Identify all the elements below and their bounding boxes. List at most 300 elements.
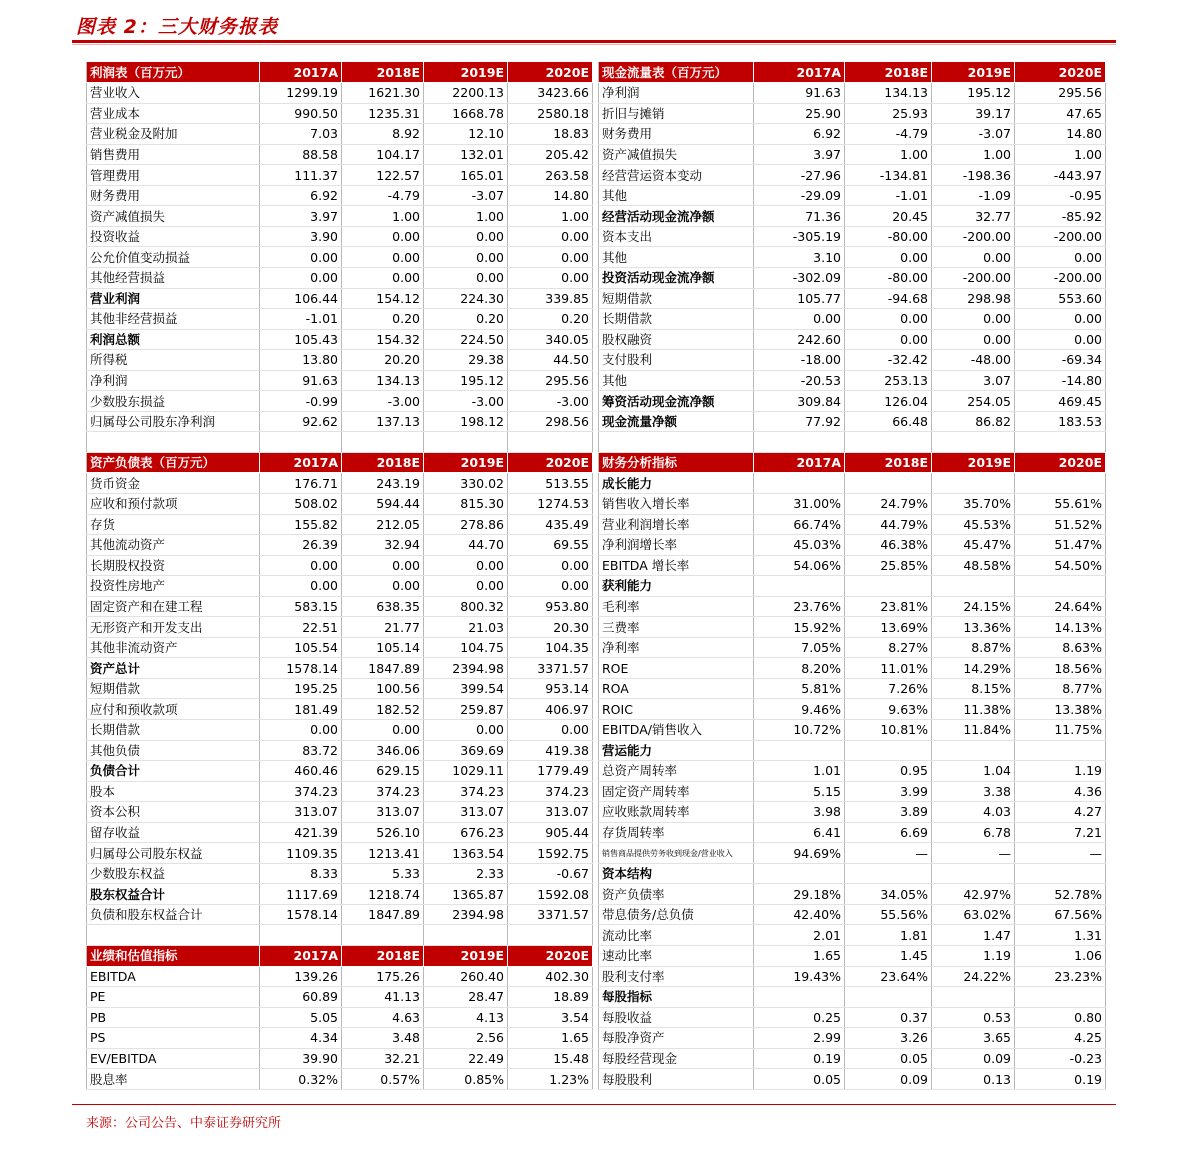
value-cell: 2580.18 bbox=[508, 103, 593, 124]
value-cell: 0.19 bbox=[1015, 1069, 1106, 1090]
value-cell: 66.74% bbox=[754, 514, 845, 535]
value-cell: 34.05% bbox=[845, 884, 932, 905]
value-cell: 2.99 bbox=[754, 1028, 845, 1049]
table-row bbox=[87, 226, 593, 247]
value-cell: -85.92 bbox=[1015, 206, 1106, 227]
row-label: 投资活动现金流净额 bbox=[599, 267, 754, 288]
year-header: 2019E bbox=[424, 946, 508, 967]
value-cell: 402.30 bbox=[508, 966, 593, 987]
value-cell: 2.01 bbox=[754, 925, 845, 946]
value-cell: 7.03 bbox=[260, 124, 342, 145]
value-cell: 104.17 bbox=[342, 144, 424, 165]
value-cell: 2.33 bbox=[424, 863, 508, 884]
table-row bbox=[87, 843, 593, 864]
value-cell: 263.58 bbox=[508, 165, 593, 186]
value-cell: 205.42 bbox=[508, 144, 593, 165]
value-cell: 45.53% bbox=[932, 514, 1015, 535]
year-header: 2020E bbox=[1015, 452, 1106, 473]
value-cell: 0.00 bbox=[342, 555, 424, 576]
row-label: 现金流量净额 bbox=[599, 411, 754, 432]
row-label: 归属母公司股东净利润 bbox=[87, 411, 260, 432]
table-row bbox=[599, 1069, 1106, 1090]
table-row bbox=[87, 535, 593, 556]
value-cell bbox=[932, 432, 1015, 453]
value-cell: 175.26 bbox=[342, 966, 424, 987]
value-cell: 105.43 bbox=[260, 329, 342, 350]
year-header: 2018E bbox=[845, 62, 932, 83]
row-label: 流动比率 bbox=[599, 925, 754, 946]
year-header: 2018E bbox=[342, 946, 424, 967]
value-cell: 8.92 bbox=[342, 124, 424, 145]
row-label: 每股经营现金 bbox=[599, 1048, 754, 1069]
value-cell bbox=[754, 473, 845, 494]
value-cell: 0.00 bbox=[260, 247, 342, 268]
value-cell: 1.19 bbox=[932, 946, 1015, 967]
row-label: 成长能力 bbox=[599, 473, 754, 494]
value-cell: 14.80 bbox=[1015, 124, 1106, 145]
value-cell: -4.79 bbox=[342, 185, 424, 206]
value-cell: 24.64% bbox=[1015, 596, 1106, 617]
value-cell: -80.00 bbox=[845, 267, 932, 288]
row-label: EV/EBITDA bbox=[87, 1048, 260, 1069]
table-row bbox=[599, 288, 1106, 309]
right-table-body bbox=[599, 62, 1106, 1089]
value-cell: 0.00 bbox=[845, 309, 932, 330]
value-cell: 1578.14 bbox=[260, 904, 342, 925]
value-cell: 8.20% bbox=[754, 658, 845, 679]
row-label: 应收和预付款项 bbox=[87, 493, 260, 514]
value-cell: 953.14 bbox=[508, 678, 593, 699]
row-label: 资产总计 bbox=[87, 658, 260, 679]
value-cell: 0.00 bbox=[424, 576, 508, 597]
value-cell: 242.60 bbox=[754, 329, 845, 350]
page-header bbox=[72, 6, 1116, 43]
value-cell: 1.31 bbox=[1015, 925, 1106, 946]
value-cell: 29.18% bbox=[754, 884, 845, 905]
year-header: 2020E bbox=[508, 62, 593, 83]
row-label: 速动比率 bbox=[599, 946, 754, 967]
value-cell: 3.89 bbox=[845, 802, 932, 823]
value-cell: 406.97 bbox=[508, 699, 593, 720]
row-label: 投资收益 bbox=[87, 226, 260, 247]
table-row bbox=[87, 884, 593, 905]
value-cell: 243.19 bbox=[342, 473, 424, 494]
value-cell: 0.00 bbox=[508, 226, 593, 247]
value-cell bbox=[754, 432, 845, 453]
table-row bbox=[87, 350, 593, 371]
table-row bbox=[87, 144, 593, 165]
value-cell: 52.78% bbox=[1015, 884, 1106, 905]
table-row bbox=[599, 350, 1106, 371]
table-row bbox=[599, 493, 1106, 514]
row-label: 固定资产和在建工程 bbox=[87, 596, 260, 617]
table-header-row bbox=[87, 946, 593, 967]
table-row bbox=[599, 206, 1106, 227]
value-cell: 0.00 bbox=[342, 247, 424, 268]
value-cell: 5.15 bbox=[754, 781, 845, 802]
table-row bbox=[599, 144, 1106, 165]
value-cell: 2.56 bbox=[424, 1028, 508, 1049]
value-cell: 419.38 bbox=[508, 740, 593, 761]
value-cell: 8.15% bbox=[932, 678, 1015, 699]
row-label: 营业利润增长率 bbox=[599, 514, 754, 535]
value-cell: 12.10 bbox=[424, 124, 508, 145]
value-cell bbox=[845, 863, 932, 884]
year-header: 2018E bbox=[342, 452, 424, 473]
value-cell: 10.72% bbox=[754, 720, 845, 741]
value-cell: 44.70 bbox=[424, 535, 508, 556]
table-row bbox=[599, 822, 1106, 843]
value-cell: 1218.74 bbox=[342, 884, 424, 905]
row-label: 货币资金 bbox=[87, 473, 260, 494]
value-cell: 0.19 bbox=[754, 1048, 845, 1069]
value-cell: 340.05 bbox=[508, 329, 593, 350]
value-cell: 526.10 bbox=[342, 822, 424, 843]
value-cell: 183.53 bbox=[1015, 411, 1106, 432]
value-cell: 3.07 bbox=[932, 370, 1015, 391]
value-cell: -0.67 bbox=[508, 863, 593, 884]
value-cell: 47.65 bbox=[1015, 103, 1106, 124]
year-header: 2019E bbox=[932, 452, 1015, 473]
value-cell: -1.01 bbox=[260, 309, 342, 330]
table-row bbox=[599, 678, 1106, 699]
value-cell bbox=[1015, 863, 1106, 884]
value-cell: -80.00 bbox=[845, 226, 932, 247]
table-row bbox=[87, 761, 593, 782]
value-cell: 139.26 bbox=[260, 966, 342, 987]
value-cell: 3371.57 bbox=[508, 658, 593, 679]
value-cell: 4.34 bbox=[260, 1028, 342, 1049]
value-cell bbox=[932, 473, 1015, 494]
value-cell: 0.00 bbox=[424, 247, 508, 268]
value-cell: 23.81% bbox=[845, 596, 932, 617]
value-cell bbox=[424, 925, 508, 946]
row-label: 长期股权投资 bbox=[87, 555, 260, 576]
row-label: 营业成本 bbox=[87, 103, 260, 124]
table-row bbox=[599, 904, 1106, 925]
value-cell: 14.80 bbox=[508, 185, 593, 206]
value-cell: 3.97 bbox=[754, 144, 845, 165]
table-row bbox=[599, 699, 1106, 720]
value-cell: — bbox=[932, 843, 1015, 864]
value-cell: -200.00 bbox=[1015, 267, 1106, 288]
value-cell: 14.29% bbox=[932, 658, 1015, 679]
value-cell: 4.13 bbox=[424, 1007, 508, 1028]
value-cell: 195.12 bbox=[932, 83, 1015, 104]
value-cell: 48.58% bbox=[932, 555, 1015, 576]
value-cell: 0.00 bbox=[342, 576, 424, 597]
value-cell: 0.00 bbox=[508, 720, 593, 741]
value-cell: 3.54 bbox=[508, 1007, 593, 1028]
row-label: 长期借款 bbox=[599, 309, 754, 330]
table-row bbox=[87, 473, 593, 494]
section-title: 财务分析指标 bbox=[599, 452, 754, 473]
table-row bbox=[87, 514, 593, 535]
value-cell bbox=[508, 432, 593, 453]
value-cell: 24.79% bbox=[845, 493, 932, 514]
value-cell: 13.36% bbox=[932, 617, 1015, 638]
value-cell: 298.56 bbox=[508, 411, 593, 432]
value-cell: 0.00 bbox=[1015, 309, 1106, 330]
value-cell: 0.00 bbox=[260, 576, 342, 597]
value-cell: 39.90 bbox=[260, 1048, 342, 1069]
table-row bbox=[87, 103, 593, 124]
row-label: EBITDA bbox=[87, 966, 260, 987]
value-cell: -18.00 bbox=[754, 350, 845, 371]
table-row bbox=[599, 925, 1106, 946]
value-cell: 18.89 bbox=[508, 987, 593, 1008]
value-cell: 260.40 bbox=[424, 966, 508, 987]
value-cell: 28.47 bbox=[424, 987, 508, 1008]
value-cell: 176.71 bbox=[260, 473, 342, 494]
table-row bbox=[599, 637, 1106, 658]
value-cell: 106.44 bbox=[260, 288, 342, 309]
table-row bbox=[599, 720, 1106, 741]
row-label: 净利率 bbox=[599, 637, 754, 658]
value-cell: 1.01 bbox=[754, 761, 845, 782]
table-row bbox=[87, 576, 593, 597]
value-cell: 181.49 bbox=[260, 699, 342, 720]
table-row bbox=[87, 411, 593, 432]
value-cell: -4.79 bbox=[845, 124, 932, 145]
table-row bbox=[87, 904, 593, 925]
row-label: 其他 bbox=[599, 370, 754, 391]
value-cell: 9.46% bbox=[754, 699, 845, 720]
row-label: 其他 bbox=[599, 185, 754, 206]
row-label: 归属母公司股东权益 bbox=[87, 843, 260, 864]
value-cell: 54.50% bbox=[1015, 555, 1106, 576]
value-cell: 1.00 bbox=[932, 144, 1015, 165]
value-cell: 1.00 bbox=[845, 144, 932, 165]
value-cell: 44.50 bbox=[508, 350, 593, 371]
value-cell: -3.00 bbox=[342, 391, 424, 412]
value-cell: 224.30 bbox=[424, 288, 508, 309]
spacer-row bbox=[599, 432, 1106, 453]
value-cell bbox=[754, 987, 845, 1008]
row-label: 其他 bbox=[599, 247, 754, 268]
value-cell: 32.21 bbox=[342, 1048, 424, 1069]
value-cell: -20.53 bbox=[754, 370, 845, 391]
value-cell: 0.00 bbox=[508, 267, 593, 288]
row-label: 负债和股东权益合计 bbox=[87, 904, 260, 925]
value-cell: 676.23 bbox=[424, 822, 508, 843]
table-row bbox=[87, 617, 593, 638]
value-cell: 7.26% bbox=[845, 678, 932, 699]
value-cell bbox=[342, 432, 424, 453]
table-header-row bbox=[87, 452, 593, 473]
table-row bbox=[599, 946, 1106, 967]
value-cell: 6.69 bbox=[845, 822, 932, 843]
table-row bbox=[599, 1007, 1106, 1028]
value-cell: -0.99 bbox=[260, 391, 342, 412]
value-cell: 60.89 bbox=[260, 987, 342, 1008]
value-cell: 399.54 bbox=[424, 678, 508, 699]
value-cell: 44.79% bbox=[845, 514, 932, 535]
value-cell: 4.36 bbox=[1015, 781, 1106, 802]
row-label: 短期借款 bbox=[599, 288, 754, 309]
value-cell: -198.36 bbox=[932, 165, 1015, 186]
value-cell: 5.33 bbox=[342, 863, 424, 884]
table-row bbox=[87, 781, 593, 802]
value-cell: 1363.54 bbox=[424, 843, 508, 864]
value-cell bbox=[845, 576, 932, 597]
value-cell: 0.25 bbox=[754, 1007, 845, 1028]
value-cell: 1299.19 bbox=[260, 83, 342, 104]
row-label: PS bbox=[87, 1028, 260, 1049]
table-row bbox=[599, 802, 1106, 823]
value-cell: 41.13 bbox=[342, 987, 424, 1008]
value-cell bbox=[1015, 473, 1106, 494]
row-label: 存货周转率 bbox=[599, 822, 754, 843]
value-cell: 198.12 bbox=[424, 411, 508, 432]
value-cell: 67.56% bbox=[1015, 904, 1106, 925]
value-cell: 0.00 bbox=[342, 267, 424, 288]
value-cell: 55.61% bbox=[1015, 493, 1106, 514]
section-title: 现金流量表（百万元） bbox=[599, 62, 754, 83]
table-row bbox=[599, 884, 1106, 905]
value-cell: 122.57 bbox=[342, 165, 424, 186]
year-header: 2017A bbox=[754, 452, 845, 473]
value-cell: 3.10 bbox=[754, 247, 845, 268]
value-cell bbox=[508, 925, 593, 946]
value-cell: 513.55 bbox=[508, 473, 593, 494]
table-row bbox=[87, 637, 593, 658]
value-cell: 4.63 bbox=[342, 1007, 424, 1028]
value-cell: 63.02% bbox=[932, 904, 1015, 925]
value-cell: 469.45 bbox=[1015, 391, 1106, 412]
value-cell: 13.38% bbox=[1015, 699, 1106, 720]
value-cell: 21.03 bbox=[424, 617, 508, 638]
value-cell: -200.00 bbox=[932, 226, 1015, 247]
value-cell: 0.00 bbox=[508, 555, 593, 576]
row-label: 长期借款 bbox=[87, 720, 260, 741]
spacer-row bbox=[87, 925, 593, 946]
table-header-row bbox=[599, 62, 1106, 83]
value-cell: 0.00 bbox=[932, 309, 1015, 330]
value-cell: -134.81 bbox=[845, 165, 932, 186]
value-cell: 1.65 bbox=[754, 946, 845, 967]
value-cell: 330.02 bbox=[424, 473, 508, 494]
value-cell: -94.68 bbox=[845, 288, 932, 309]
value-cell: 0.00 bbox=[424, 267, 508, 288]
value-cell: 3423.66 bbox=[508, 83, 593, 104]
value-cell: 13.80 bbox=[260, 350, 342, 371]
table-row bbox=[87, 987, 593, 1008]
value-cell: 22.49 bbox=[424, 1048, 508, 1069]
value-cell: 435.49 bbox=[508, 514, 593, 535]
value-cell: 374.23 bbox=[260, 781, 342, 802]
value-cell: 313.07 bbox=[260, 802, 342, 823]
value-cell: 71.36 bbox=[754, 206, 845, 227]
table-row bbox=[599, 226, 1106, 247]
value-cell: 165.01 bbox=[424, 165, 508, 186]
year-header: 2017A bbox=[754, 62, 845, 83]
value-cell: 0.85% bbox=[424, 1069, 508, 1090]
value-cell bbox=[932, 576, 1015, 597]
value-cell: 0.00 bbox=[932, 247, 1015, 268]
row-label: 其他经营损益 bbox=[87, 267, 260, 288]
value-cell: 8.27% bbox=[845, 637, 932, 658]
table-row bbox=[87, 267, 593, 288]
table-row bbox=[87, 309, 593, 330]
value-cell: -1.09 bbox=[932, 185, 1015, 206]
value-cell: 21.77 bbox=[342, 617, 424, 638]
table-row bbox=[87, 185, 593, 206]
value-cell bbox=[424, 432, 508, 453]
table-row bbox=[87, 966, 593, 987]
value-cell: 111.37 bbox=[260, 165, 342, 186]
value-cell: 0.00 bbox=[424, 226, 508, 247]
left-table-body bbox=[87, 62, 593, 1089]
table-row bbox=[599, 761, 1106, 782]
value-cell bbox=[754, 576, 845, 597]
value-cell: 105.14 bbox=[342, 637, 424, 658]
value-cell: 1235.31 bbox=[342, 103, 424, 124]
value-cell: 20.45 bbox=[845, 206, 932, 227]
table-row bbox=[87, 1007, 593, 1028]
value-cell: 23.76% bbox=[754, 596, 845, 617]
value-cell: 94.69% bbox=[754, 843, 845, 864]
year-header: 2017A bbox=[260, 946, 342, 967]
value-cell: 46.38% bbox=[845, 535, 932, 556]
value-cell: 42.97% bbox=[932, 884, 1015, 905]
row-label: 总资产周转率 bbox=[599, 761, 754, 782]
table-row bbox=[599, 576, 1106, 597]
row-label bbox=[599, 432, 754, 453]
value-cell: 0.00 bbox=[260, 555, 342, 576]
row-label: 所得税 bbox=[87, 350, 260, 371]
table-row bbox=[87, 1028, 593, 1049]
value-cell: 1847.89 bbox=[342, 904, 424, 925]
value-cell bbox=[1015, 432, 1106, 453]
value-cell: 5.05 bbox=[260, 1007, 342, 1028]
table-row bbox=[87, 802, 593, 823]
value-cell: 91.63 bbox=[754, 83, 845, 104]
value-cell: 77.92 bbox=[754, 411, 845, 432]
table-row bbox=[87, 329, 593, 350]
row-label: ROIC bbox=[599, 699, 754, 720]
row-label: 折旧与摊销 bbox=[599, 103, 754, 124]
row-label: 存货 bbox=[87, 514, 260, 535]
value-cell: 346.06 bbox=[342, 740, 424, 761]
table-row bbox=[599, 535, 1106, 556]
value-cell: 0.09 bbox=[845, 1069, 932, 1090]
table-row bbox=[599, 370, 1106, 391]
value-cell bbox=[754, 863, 845, 884]
value-cell: 953.80 bbox=[508, 596, 593, 617]
value-cell: 6.78 bbox=[932, 822, 1015, 843]
table-row bbox=[87, 740, 593, 761]
row-label: 公允价值变动损益 bbox=[87, 247, 260, 268]
value-cell: 132.01 bbox=[424, 144, 508, 165]
section-title: 业绩和估值指标 bbox=[87, 946, 260, 967]
value-cell: 0.95 bbox=[845, 761, 932, 782]
value-cell: -0.23 bbox=[1015, 1048, 1106, 1069]
value-cell bbox=[260, 925, 342, 946]
value-cell: 51.52% bbox=[1015, 514, 1106, 535]
value-cell: 0.00 bbox=[260, 720, 342, 741]
value-cell: 20.20 bbox=[342, 350, 424, 371]
row-label: 股本 bbox=[87, 781, 260, 802]
value-cell: 3.38 bbox=[932, 781, 1015, 802]
value-cell: 91.63 bbox=[260, 370, 342, 391]
value-cell: 2394.98 bbox=[424, 904, 508, 925]
table-row bbox=[599, 863, 1106, 884]
value-cell: 3.99 bbox=[845, 781, 932, 802]
value-cell: 69.55 bbox=[508, 535, 593, 556]
year-header: 2019E bbox=[424, 452, 508, 473]
value-cell: 20.30 bbox=[508, 617, 593, 638]
